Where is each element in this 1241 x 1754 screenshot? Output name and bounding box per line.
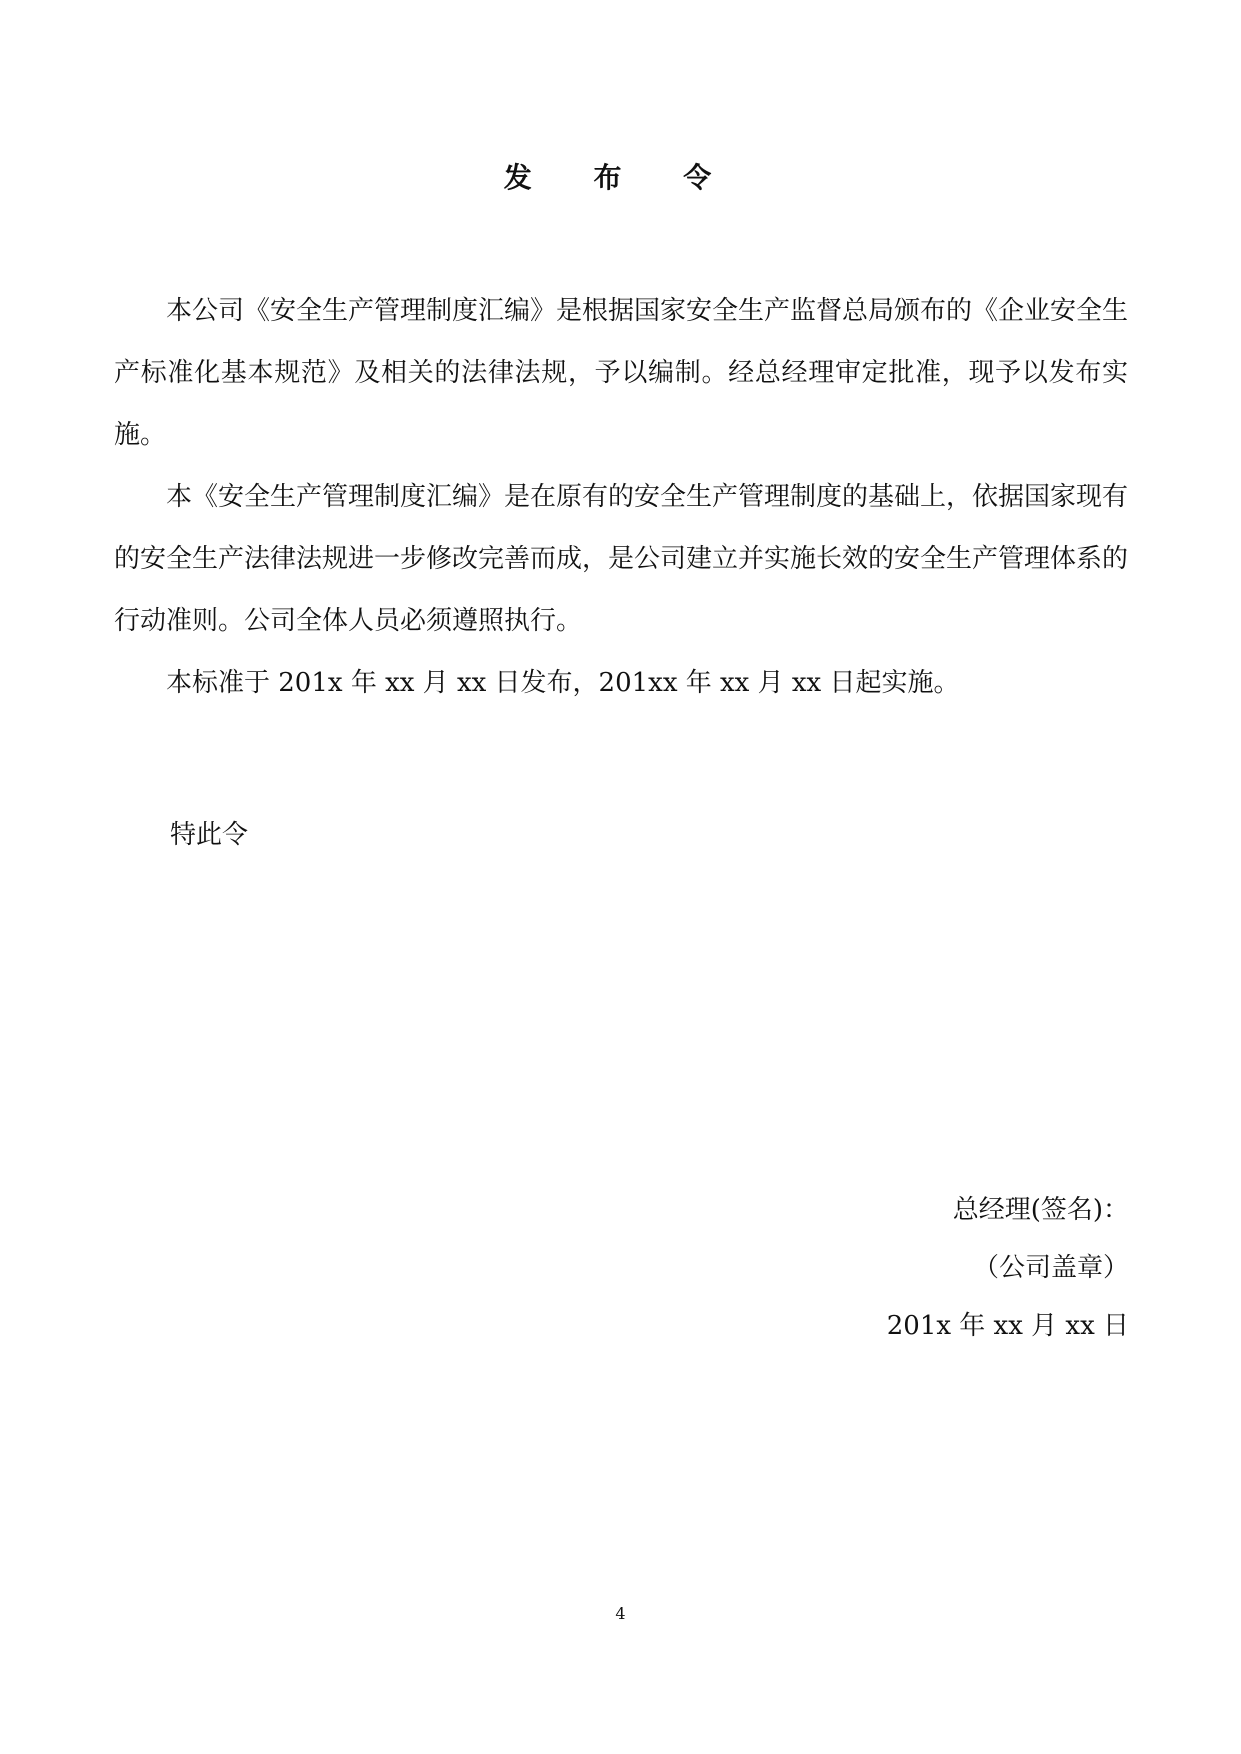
paragraph-1: 本公司《安全生产管理制度汇编》是根据国家安全生产监督总局颁布的《企业安全生产标准化基本规范》及相关的法律法规，予以编制。经总经理审定批准，现予以发布实施。	[114, 296, 1129, 450]
signature-block	[729, 1190, 1129, 1390]
closing-statement: 特此令	[170, 820, 249, 850]
signer-label: 总经理(签名)：	[952, 1195, 1129, 1225]
seal-label: （公司盖章）	[972, 1253, 1129, 1283]
page-number: 4	[615, 1604, 626, 1623]
paragraph-2: 本《安全生产管理制度汇编》是在原有的安全生产管理制度的基础上，依据国家现有的安全生产法律法规进一步修改完善而成，是公司建立并实施长效的安全生产管理体系的行动准则。公司全体人员必须遵照执行。	[114, 482, 1129, 636]
signature-date: 201x 年 xx 月 xx 日	[886, 1311, 1129, 1341]
document-title: 发 布 令	[503, 161, 738, 194]
document-body	[114, 280, 1128, 714]
paragraph-3: 本标准于 201x 年 xx 月 xx 日发布，201xx 年 xx 月 xx 日起实施。	[166, 668, 960, 698]
